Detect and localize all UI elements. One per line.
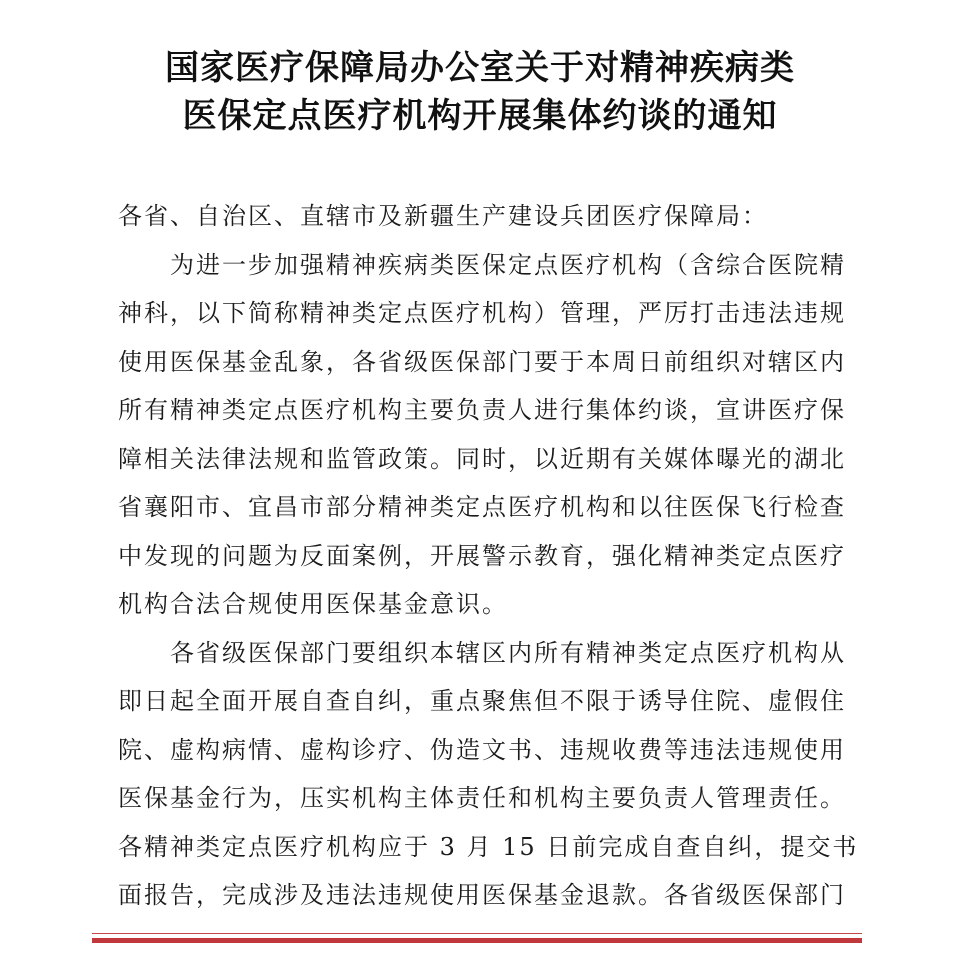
paragraph-2 [118,633,859,924]
paragraph-1 [118,245,846,633]
paragraph-line: 即日起全面开展自查自纠，重点聚焦但不限于诱导住院、虚假住 [118,687,846,715]
paragraph-line: 各精神类定点医疗机构应于 3 月 15 日前完成自查自纠，提交书 [118,832,859,861]
paragraph-line: 障相关法律法规和监管政策。同时，以近期有关媒体曝光的湖北 [118,444,846,473]
paragraph-line: 机构合法合规使用医保基金意识。 [118,590,508,618]
paragraph-line: 为进一步加强精神疾病类医保定点医疗机构（含综合医院精 [170,250,846,279]
paragraph-line: 神科，以下简称精神类定点医疗机构）管理，严厉打击违法违规 [118,299,846,327]
paragraph-line: 所有精神类定点医疗机构主要负责人进行集体约谈，宣讲医疗保 [118,396,846,424]
paragraph-line: 省襄阳市、宜昌市部分精神类定点医疗机构和以往医保飞行检查 [118,493,846,521]
paragraph-line: 院、虚构病情、虚构诊疗、伪造文书、违规收费等违法违规使用 [118,735,846,764]
red-divider-thick [92,938,862,943]
paragraph-line: 中发现的问题为反面案例，开展警示教育，强化精神类定点医疗 [118,541,846,570]
document-body [118,196,859,924]
document-title-line-2: 医保定点医疗机构开展集体约谈的通知 [182,96,778,136]
document-title-line-1: 国家医疗保障局办公室关于对精神疾病类 [165,48,795,88]
paragraph-line: 医保基金行为，压实机构主体责任和机构主要负责人管理责任。 [118,784,846,812]
paragraph-line: 使用医保基金乱象，各省级医保部门要于本周日前组织对辖区内 [118,347,846,376]
paragraph-line: 面报告，完成涉及违法违规使用医保基金退款。各省级医保部门 [118,881,846,909]
paragraph-line: 各省级医保部门要组织本辖区内所有精神类定点医疗机构从 [170,638,846,667]
red-divider-thin [92,933,862,934]
salutation: 各省、自治区、直辖市及新疆生产建设兵团医疗保障局： [118,202,768,230]
